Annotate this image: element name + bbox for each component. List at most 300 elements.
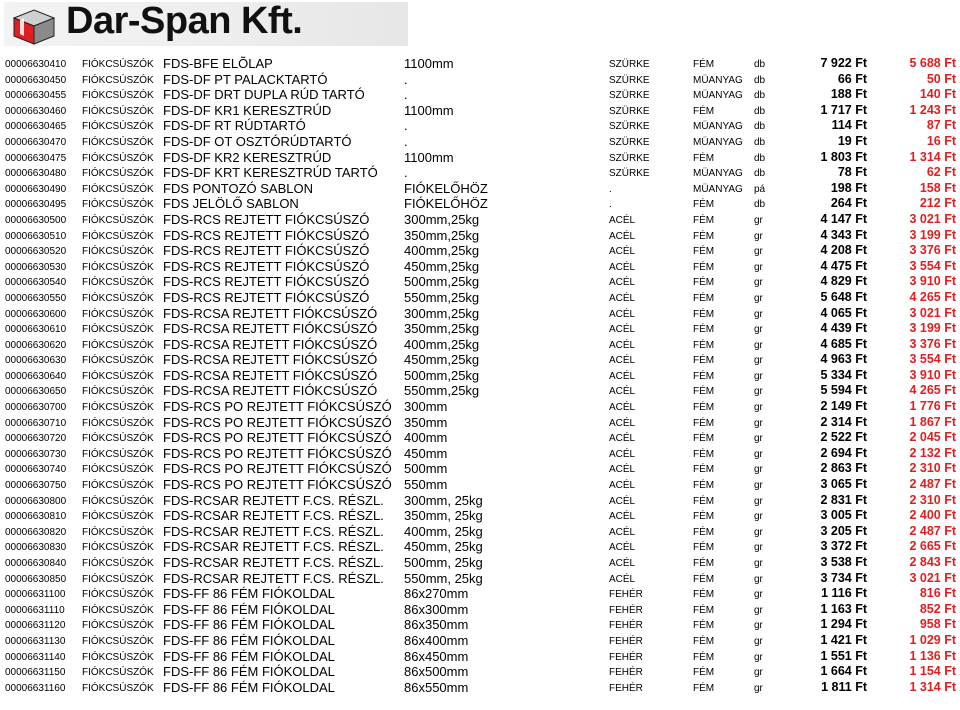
product-code: 00006630730 [5, 448, 67, 460]
product-color: ACÉL [609, 230, 636, 242]
table-row [0, 415, 960, 431]
category: FIÓKCSÚSZÓK [82, 667, 154, 679]
product-code: 00006631130 [5, 635, 66, 647]
sale-price: 2 310 Ft [909, 492, 956, 507]
product-name: FDS-RCS PO REJTETT FIÓKCSÚSZÓ [163, 477, 392, 493]
list-price: 3 734 Ft [820, 570, 867, 585]
product-size: 350mm, 25kg [404, 508, 483, 524]
category: FIÓKCSÚSZÓK [82, 558, 154, 569]
product-color: FEHÉR [609, 635, 643, 647]
product-material: MÜANYAG [693, 183, 743, 195]
category: FIÓKCSÚSZÓK [82, 74, 154, 86]
product-unit: gr [754, 355, 763, 367]
product-color: FEHÉR [609, 682, 643, 694]
sale-price: 852 Ft [919, 601, 956, 616]
table-row [0, 680, 960, 696]
product-name: FDS-RCS REJTETT FIÓKCSÚSZÓ [163, 274, 370, 290]
product-name: FDS-FF 86 FÉM FIÓKOLDAL [163, 679, 335, 695]
product-unit: gr [754, 402, 763, 414]
product-code: 00006630550 [5, 292, 67, 304]
list-price: 19 Ft [837, 133, 867, 148]
table-row [0, 383, 960, 399]
product-name: FDS-RCSA REJTETT FIÓKCSÚSZÓ [163, 352, 378, 368]
table-row [0, 321, 960, 337]
table-row [0, 446, 960, 462]
product-material: FÉM [693, 324, 715, 336]
table-row [0, 87, 960, 103]
sale-price: 1 243 Ft [909, 102, 956, 117]
product-size: 550mm,25kg [404, 289, 480, 305]
list-price: 66 Ft [837, 71, 867, 86]
product-name: FDS-RCS PO REJTETT FIÓKCSÚSZÓ [163, 445, 392, 461]
product-size: 500mm,25kg [404, 367, 480, 383]
product-unit: gr [754, 292, 763, 304]
sale-price: 158 Ft [919, 180, 956, 195]
product-code: 00006630490 [5, 183, 67, 195]
product-code: 00006630510 [5, 230, 67, 242]
product-material: MÜANYAG [693, 74, 743, 86]
product-size: . [404, 87, 408, 103]
product-name: FDS-RCS PO REJTETT FIÓKCSÚSZÓ [163, 414, 392, 430]
product-name: FDS-BFE ELÕLAP [163, 56, 273, 71]
category: FIÓKCSÚSZÓK [82, 246, 154, 258]
product-color: ACÉL [609, 542, 636, 554]
table-row [0, 274, 960, 290]
product-material: MÜANYAG [693, 121, 743, 133]
logo-text: Dar-Span Kft. [66, 0, 303, 42]
product-code: 00006630640 [5, 370, 67, 382]
product-unit: gr [754, 386, 763, 398]
table-row [0, 290, 960, 306]
list-price: 2 831 Ft [820, 492, 867, 507]
product-color: . [609, 183, 612, 195]
list-price: 114 Ft [831, 118, 867, 133]
product-material: FÉM [693, 526, 715, 538]
category: FIÓKCSÚSZÓK [82, 682, 154, 694]
product-name: FDS-FF 86 FÉM FIÓKOLDAL [163, 648, 335, 664]
product-unit: gr [754, 667, 763, 679]
category: FIÓKCSÚSZÓK [82, 121, 154, 133]
product-size: 86x550mm [404, 679, 469, 695]
product-name: FDS-DF KR1 KERESZTRÚD [163, 102, 332, 118]
product-color: . [609, 199, 612, 211]
product-color: SZÜRKE [609, 168, 650, 180]
product-name: FDS-DF OT OSZTÓRÚDTARTÓ [163, 133, 352, 149]
product-size: 86x500mm [404, 664, 469, 680]
table-row [0, 181, 960, 197]
sale-price: 16 Ft [926, 133, 956, 148]
product-name: FDS-RCSAR REJTETT F.CS. RÉSZL. [163, 523, 384, 539]
product-name: FDS-RCS PO REJTETT FIÓKCSÚSZÓ [163, 430, 392, 446]
product-color: ACÉL [609, 277, 636, 289]
category: FIÓKCSÚSZÓK [82, 90, 154, 102]
sale-price: 3 376 Ft [909, 243, 956, 258]
product-code: 00006631140 [5, 651, 66, 663]
box-logo-icon [10, 6, 58, 46]
list-price: 1 294 Ft [820, 617, 867, 632]
list-price: 3 538 Ft [820, 555, 867, 569]
product-unit: gr [754, 246, 763, 258]
product-color: ACÉL [609, 495, 636, 507]
product-unit: db [754, 90, 766, 102]
table-row [0, 150, 960, 166]
product-material: FÉM [693, 667, 715, 679]
product-code: 00006630610 [5, 324, 67, 336]
product-color: ACÉL [609, 261, 636, 273]
sale-price: 1 776 Ft [909, 399, 956, 414]
category: FIÓKCSÚSZÓK [82, 59, 154, 70]
product-material: FÉM [693, 448, 715, 460]
product-code: 00006631150 [5, 667, 66, 679]
list-price: 4 963 Ft [820, 352, 867, 367]
product-size: 300mm,25kg [404, 305, 480, 321]
product-unit: gr [754, 511, 763, 523]
table-row [0, 586, 960, 602]
product-code: 00006630720 [5, 433, 67, 445]
product-size: 450mm,25kg [404, 352, 480, 368]
table-row [0, 165, 960, 181]
table-row [0, 368, 960, 384]
sale-price: 140 Ft [919, 87, 956, 102]
product-code: 00006630470 [5, 136, 67, 148]
table-row [0, 617, 960, 633]
price-list-table [0, 56, 960, 695]
product-name: FDS-DF DRT DUPLA RÚD TARTÓ [163, 87, 365, 103]
product-name: FDS-RCSA REJTETT FIÓKCSÚSZÓ [163, 305, 378, 321]
product-unit: gr [754, 370, 763, 382]
product-size: . [404, 71, 408, 87]
list-price: 2 522 Ft [820, 430, 867, 445]
product-unit: gr [754, 324, 763, 336]
product-name: FDS-RCSAR REJTETT F.CS. RÉSZL. [163, 508, 384, 524]
product-code: 00006630800 [5, 495, 67, 507]
list-price: 5 594 Ft [820, 383, 867, 398]
product-unit: gr [754, 558, 763, 569]
product-material: FÉM [693, 339, 715, 351]
product-size: 450mm [404, 445, 448, 461]
category: FIÓKCSÚSZÓK [82, 339, 154, 351]
product-code: 00006630540 [5, 277, 67, 289]
product-color: FEHÉR [609, 651, 643, 663]
product-material: FÉM [693, 682, 715, 694]
product-size: 1100mm [404, 102, 454, 118]
product-code: 00006630450 [5, 74, 67, 86]
sale-price: 2 310 Ft [909, 461, 956, 476]
product-size: 500mm,25kg [404, 274, 480, 290]
product-code: 00006630520 [5, 246, 67, 258]
product-name: FDS-DF RT RÚDTARTÓ [163, 118, 306, 134]
product-color: ACÉL [609, 324, 636, 336]
product-size: 86x400mm [404, 632, 469, 648]
product-code: 00006630710 [5, 417, 67, 429]
product-color: ACÉL [609, 558, 636, 569]
product-unit: gr [754, 682, 763, 694]
table-row [0, 555, 960, 571]
product-material: FÉM [693, 214, 715, 226]
product-code: 00006630740 [5, 464, 67, 476]
product-material: FÉM [693, 542, 715, 554]
category: FIÓKCSÚSZÓK [82, 495, 154, 507]
category: FIÓKCSÚSZÓK [82, 386, 154, 398]
category: FIÓKCSÚSZÓK [82, 573, 154, 585]
product-material: FÉM [693, 573, 715, 585]
product-material: FÉM [693, 651, 715, 663]
product-color: SZÜRKE [609, 90, 650, 102]
list-price: 4 475 Ft [820, 258, 867, 273]
product-color: SZÜRKE [609, 105, 650, 117]
product-unit: db [754, 59, 766, 70]
category: FIÓKCSÚSZÓK [82, 168, 154, 180]
product-color: SZÜRKE [609, 59, 650, 70]
list-price: 4 147 Ft [820, 211, 867, 226]
product-material: FÉM [693, 433, 715, 445]
product-name: FDS-RCSAR REJTETT F.CS. RÉSZL. [163, 570, 384, 586]
product-material: FÉM [693, 59, 715, 70]
product-color: ACÉL [609, 339, 636, 351]
product-code: 00006630810 [5, 511, 67, 523]
sale-price: 62 Ft [926, 165, 956, 180]
product-color: ACÉL [609, 464, 636, 476]
product-code: 00006630410 [5, 59, 67, 70]
sale-price: 3 376 Ft [909, 336, 956, 351]
sale-price: 1 314 Ft [909, 679, 956, 694]
product-unit: gr [754, 589, 763, 601]
category: FIÓKCSÚSZÓK [82, 651, 154, 663]
product-material: FÉM [693, 152, 715, 164]
product-unit: gr [754, 480, 763, 492]
list-price: 3 065 Ft [820, 477, 867, 492]
category: FIÓKCSÚSZÓK [82, 511, 154, 523]
list-price: 1 803 Ft [820, 149, 867, 164]
sale-price: 3 910 Ft [909, 274, 956, 289]
product-code: 00006630530 [5, 261, 67, 273]
list-price: 5 334 Ft [820, 367, 867, 382]
product-color: SZÜRKE [609, 136, 650, 148]
category: FIÓKCSÚSZÓK [82, 324, 154, 336]
sale-price: 2 487 Ft [909, 523, 956, 538]
category: FIÓKCSÚSZÓK [82, 604, 154, 616]
product-size: 1100mm [404, 149, 454, 165]
product-name: FDS-RCS REJTETT FIÓKCSÚSZÓ [163, 258, 370, 274]
product-color: ACÉL [609, 308, 636, 320]
product-code: 00006630630 [5, 355, 67, 367]
product-material: MÜANYAG [693, 136, 743, 148]
product-unit: gr [754, 214, 763, 226]
product-unit: db [754, 105, 766, 117]
product-material: FÉM [693, 246, 715, 258]
list-price: 4 829 Ft [820, 274, 867, 289]
product-color: ACÉL [609, 526, 636, 538]
sale-price: 3 554 Ft [909, 258, 956, 273]
product-unit: gr [754, 433, 763, 445]
sale-price: 3 199 Ft [909, 227, 956, 242]
product-unit: gr [754, 620, 763, 632]
product-size: 350mm,25kg [404, 321, 480, 337]
sale-price: 2 487 Ft [909, 477, 956, 492]
product-name: FDS-RCSAR REJTETT F.CS. RÉSZL. [163, 555, 384, 570]
product-code: 00006630455 [5, 90, 67, 102]
sale-price: 1 314 Ft [909, 149, 956, 164]
product-size: 550mm,25kg [404, 383, 480, 399]
product-size: 300mm [404, 399, 448, 415]
list-price: 2 314 Ft [820, 414, 867, 429]
product-name: FDS-DF KR2 KERESZTRÚD [163, 149, 332, 165]
list-price: 3 005 Ft [820, 508, 867, 523]
product-code: 00006630620 [5, 339, 67, 351]
product-material: FÉM [693, 277, 715, 289]
product-unit: db [754, 152, 766, 164]
product-color: ACÉL [609, 246, 636, 258]
product-name: FDS-FF 86 FÉM FIÓKOLDAL [163, 586, 335, 602]
table-row [0, 134, 960, 150]
sale-price: 212 Ft [919, 196, 956, 211]
list-price: 3 372 Ft [820, 539, 867, 554]
category: FIÓKCSÚSZÓK [82, 292, 154, 304]
table-row [0, 477, 960, 493]
table-row [0, 103, 960, 119]
product-material: FÉM [693, 308, 715, 320]
table-row [0, 228, 960, 244]
product-code: 00006630475 [5, 152, 67, 164]
product-color: ACÉL [609, 417, 636, 429]
product-unit: gr [754, 604, 763, 616]
category: FIÓKCSÚSZÓK [82, 635, 154, 647]
category: FIÓKCSÚSZÓK [82, 105, 154, 117]
sale-price: 2 045 Ft [909, 430, 956, 445]
sale-price: 2 665 Ft [909, 539, 956, 554]
table-row [0, 196, 960, 212]
product-material: FÉM [693, 292, 715, 304]
product-name: FDS-RCSAR REJTETT F.CS. RÉSZL. [163, 492, 384, 508]
product-code: 00006630495 [5, 199, 67, 211]
product-size: 450mm,25kg [404, 258, 480, 274]
sale-price: 816 Ft [919, 586, 956, 601]
product-code: 00006630820 [5, 526, 67, 538]
product-size: 400mm,25kg [404, 336, 480, 352]
table-row [0, 243, 960, 259]
sale-price: 1 867 Ft [909, 414, 956, 429]
product-size: 350mm,25kg [404, 227, 480, 243]
product-material: FÉM [693, 620, 715, 632]
product-size: . [404, 118, 408, 134]
sale-price: 1 136 Ft [909, 648, 956, 663]
list-price: 188 Ft [830, 87, 867, 102]
product-unit: db [754, 74, 766, 86]
category: FIÓKCSÚSZÓK [82, 183, 154, 195]
product-code: 00006630500 [5, 214, 67, 226]
product-material: FÉM [693, 511, 715, 523]
product-color: FEHÉR [609, 589, 643, 601]
product-color: ACÉL [609, 355, 636, 367]
list-price: 5 648 Ft [820, 289, 867, 304]
category: FIÓKCSÚSZÓK [82, 230, 154, 242]
product-material: FÉM [693, 230, 715, 242]
product-material: FÉM [693, 261, 715, 273]
product-size: 86x450mm [404, 648, 469, 664]
product-unit: db [754, 199, 766, 211]
sale-price: 2 132 Ft [909, 445, 956, 460]
product-size: 500mm, 25kg [404, 555, 483, 570]
product-size: FIÓKELŐHÖZ [404, 180, 488, 196]
list-price: 198 Ft [830, 180, 867, 195]
product-unit: gr [754, 526, 763, 538]
product-size: . [404, 133, 408, 149]
table-row [0, 212, 960, 228]
table-row [0, 493, 960, 509]
category: FIÓKCSÚSZÓK [82, 433, 154, 445]
list-price: 1 116 Ft [821, 586, 867, 601]
category: FIÓKCSÚSZÓK [82, 261, 154, 273]
table-row [0, 352, 960, 368]
sale-price: 87 Ft [926, 118, 956, 133]
sale-price: 3 910 Ft [909, 367, 956, 382]
product-color: ACÉL [609, 402, 636, 414]
sale-price: 2 400 Ft [909, 508, 956, 523]
table-row [0, 539, 960, 555]
product-unit: db [754, 121, 766, 133]
product-material: FÉM [693, 604, 715, 616]
product-name: FDS-RCS REJTETT FIÓKCSÚSZÓ [163, 211, 370, 227]
table-row [0, 602, 960, 618]
product-unit: gr [754, 495, 763, 507]
product-color: ACÉL [609, 448, 636, 460]
list-price: 1 717 Ft [820, 102, 867, 117]
product-material: FÉM [693, 386, 715, 398]
sale-price: 3 021 Ft [909, 570, 956, 585]
product-code: 00006630830 [5, 542, 67, 554]
sale-price: 3 554 Ft [909, 352, 956, 367]
list-price: 78 Ft [837, 165, 867, 180]
product-size: 350mm [404, 414, 448, 430]
sale-price: 3 021 Ft [909, 305, 956, 320]
category: FIÓKCSÚSZÓK [82, 589, 154, 601]
product-size: 300mm, 25kg [404, 492, 483, 508]
product-color: FEHÉR [609, 604, 643, 616]
product-color: SZÜRKE [609, 121, 650, 133]
product-color: ACÉL [609, 292, 636, 304]
table-row [0, 430, 960, 446]
product-name: FDS-FF 86 FÉM FIÓKOLDAL [163, 617, 335, 633]
product-code: 00006630850 [5, 573, 67, 585]
product-unit: gr [754, 417, 763, 429]
category: FIÓKCSÚSZÓK [82, 417, 154, 429]
sale-price: 3 199 Ft [909, 321, 956, 336]
product-name: FDS-RCSA REJTETT FIÓKCSÚSZÓ [163, 321, 378, 337]
product-code: 00006631110 [5, 604, 65, 616]
company-logo [4, 2, 408, 46]
product-size: 450mm, 25kg [404, 539, 483, 555]
product-name: FDS-RCSA REJTETT FIÓKCSÚSZÓ [163, 367, 378, 383]
product-code: 00006631160 [5, 682, 66, 694]
table-row [0, 56, 960, 72]
product-size: 500mm [404, 461, 448, 477]
product-name: FDS JELÖLŐ SABLON [163, 196, 299, 212]
sale-price: 3 021 Ft [909, 211, 956, 226]
product-material: MÜANYAG [693, 90, 743, 102]
product-size: 86x350mm [404, 617, 469, 633]
table-row [0, 118, 960, 134]
product-name: FDS-RCS REJTETT FIÓKCSÚSZÓ [163, 243, 370, 259]
product-name: FDS PONTOZÓ SABLON [163, 180, 314, 196]
product-color: ACÉL [609, 511, 636, 523]
table-row [0, 571, 960, 587]
sale-price: 5 688 Ft [909, 56, 956, 70]
product-material: FÉM [693, 417, 715, 429]
product-material: MÜANYAG [693, 168, 743, 180]
list-price: 3 205 Ft [820, 523, 867, 538]
list-price: 2 694 Ft [820, 445, 867, 460]
product-material: FÉM [693, 480, 715, 492]
